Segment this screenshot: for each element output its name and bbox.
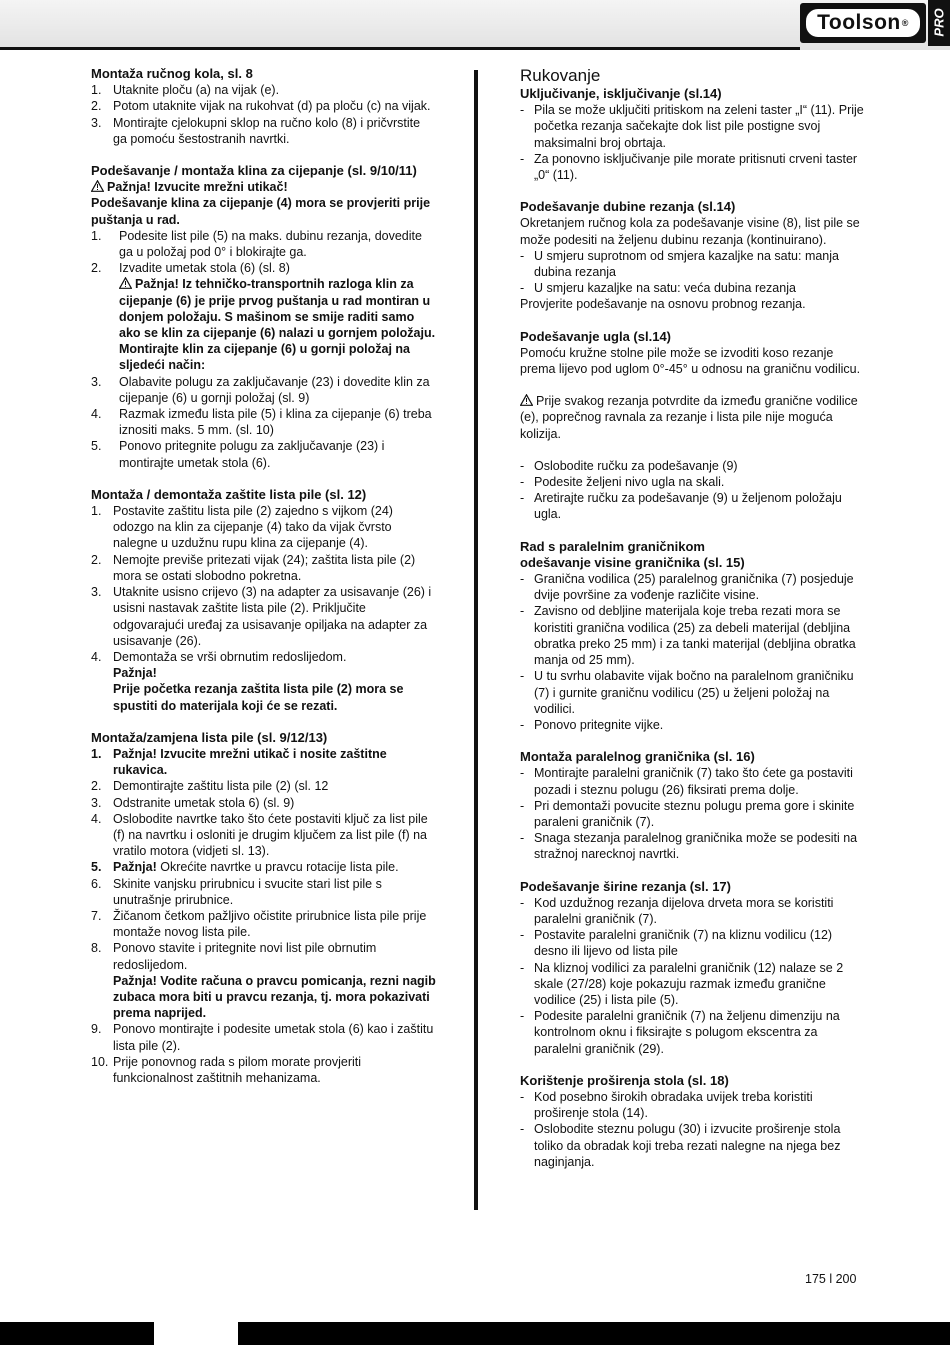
list-item: - U smjeru suprotnom od smjera kazaljke na satu: manja dubina rezanja bbox=[520, 248, 839, 280]
list-item: 1. Pažnja! Izvucite mrežni utikač i nosite zaštitne rukavica. bbox=[91, 746, 387, 778]
list-item: - Zavisno od debljine materijala koje treba rezati mora se koristiti granična vodilica (25) za debeli materijal (debljina obratka preko 25 mm) i za tanki materijal (debljina obratka manja od 25 mm). bbox=[520, 604, 856, 668]
list-item: 4. Razmak između lista pile (5) i klina za cijepanje (6) treba iznositi maks. 5 mm. (sl. 10) bbox=[91, 407, 432, 438]
warning-collision: Prije svakog rezanja potvrdite da između granične vodilice (e), poprečnog ravnala za rezanje i lista pile nije moguća kolizija. bbox=[520, 394, 858, 441]
list-item: - Oslobodite steznu polugu (30) i izvucite proširenje stola toliko da obradak koji treba rezati nalegne na njega bez naginjanja. bbox=[520, 1122, 841, 1169]
text-test-cut: Provjerite podešavanje na osnovu probnog rezanja. bbox=[520, 297, 806, 312]
note-blade-guard: Prije početka rezanja zaštita lista pile (2) mora se spustiti do materijala koji će se rezati. bbox=[113, 682, 404, 713]
warning-icon bbox=[119, 277, 132, 289]
list-item: - Montirajte paralelni graničnik (7) tako što ćete ga postaviti pozadi i steznu polugu (26) fiksirati prema dolje. bbox=[520, 766, 853, 797]
warning-unplug: Pažnja! Izvucite mrežni utikač! bbox=[91, 179, 436, 195]
list-item: 10. Prije ponovnog rada s pilom morate provjeriti funkcionalnost zaštitnih mehanizama. bbox=[91, 1054, 362, 1085]
list-item: 4. Demontaža se vrši obrnutim redoslijedom. bbox=[91, 649, 347, 664]
list-item: 3. Montirajte cjelokupni sklop na ručno kolo (8) i pričvrstite ga pomoću šestostranih navrtki. bbox=[91, 115, 421, 146]
list-item: - Ponovo pritegnite vijke. bbox=[520, 717, 664, 732]
list-item: 7. Žičanom četkom pažljivo očistite prirubnice lista pile prije montaže novog lista pile. bbox=[91, 908, 427, 940]
list-blade-change-c bbox=[91, 1021, 436, 1086]
list-item: - Kod posebno širokih obradaka uvijek treba koristiti proširenje stola (14). bbox=[520, 1089, 813, 1121]
note-direction: Pažnja! Vodite računa o pravcu pomicanja, rezni nagib zubaca mora biti u pravcu rezanja, tj. mora pokazivati prema naprijed. bbox=[113, 973, 436, 1021]
list-item: 1. Utaknite ploču (a) na vijak (e). bbox=[91, 83, 280, 98]
section-title-cut-width: Podešavanje širine rezanja (sl. 17) bbox=[520, 878, 731, 894]
list-item: 2. Izvadite umetak stola (6) (sl. 8) bbox=[91, 261, 290, 276]
warning-transport: Pažnja! Iz tehničko-transportnih razloga klin za cijepanje (6) je prije prvog puštanja u rad montiran u donjem položaju. S mašinom se smije raditi samo ako se klin za cijepanje (6) nalazi u gornjem položaju. Montirajte klin za cijepanje (6) u gornji položaj na sljedeći način: bbox=[119, 277, 436, 373]
list-stop-mounting bbox=[520, 765, 865, 862]
section-title-stop-mounting: Montaža paralelnog graničnika (sl. 16) bbox=[520, 749, 755, 765]
header-rule bbox=[0, 47, 800, 50]
list-riving-knife-b bbox=[91, 374, 436, 471]
left-column bbox=[91, 66, 436, 1086]
section-title-cut-depth: Podešavanje dubine rezanja (sl.14) bbox=[520, 199, 736, 215]
list-item: 5. Ponovo pritegnite polugu za zaključavanje (23) i montirajte umetak stola (6). bbox=[91, 439, 385, 470]
list-riving-knife-a bbox=[91, 228, 436, 277]
section-title-blade-guard: Montaža / demontaža zaštite lista pile (sl. 12) bbox=[91, 486, 367, 502]
page-number: 175 l 200 bbox=[805, 1272, 857, 1286]
list-item: - Granična vodilica (25) paralelnog graničnika (7) posjeduje dvije površine za vođenje različite visine. bbox=[520, 572, 854, 603]
list-blade-change-a bbox=[91, 746, 436, 859]
section-title-operation: Rukovanje bbox=[520, 66, 601, 85]
list-item: - Za ponovno isključivanje pile morate pritisnuti crveni taster „0“ (11). bbox=[520, 151, 858, 183]
list-angle bbox=[520, 458, 865, 523]
toolson-logo: Toolson ® bbox=[800, 3, 926, 43]
warning-icon bbox=[91, 180, 104, 192]
list-item: 4. Oslobodite navrtke tako što ćete postaviti ključ za list pile (f) na navrtku i osloniti je drugim ključem za list pile (f) na vratilo motora (vidjeti sl. 13). bbox=[91, 811, 428, 859]
list-blade-guard bbox=[91, 503, 436, 665]
list-cut-width bbox=[520, 895, 865, 1057]
list-item: 9. Ponovo montirajte i podesite umetak stola (6) kao i zaštitu lista pile (2). bbox=[91, 1022, 434, 1053]
right-column bbox=[520, 66, 865, 1170]
list-item: - Oslobodite ručku za podešavanje (9) bbox=[520, 458, 738, 473]
section-title-table-extension: Korištenje proširenja stola (sl. 18) bbox=[520, 1072, 729, 1088]
list-item: 2. Demontirajte zaštitu lista pile (2) (sl. 12 bbox=[91, 779, 329, 794]
list-item: - Podesite paralelni graničnik (7) na željenu dimenziju na kontrolnom oknu i fiksirajte s polugom ekscentra za paralelni graničnik (29). bbox=[520, 1009, 840, 1056]
list-cut-depth bbox=[520, 248, 865, 297]
list-item: - U tu svrhu olabavite vijak bočno na paralelnom graničniku (7) i gurnite graničnu vodilicu (25) u željeni položaj na vodilici. bbox=[520, 669, 854, 716]
pro-badge: PRO bbox=[928, 0, 950, 46]
text-cut-depth: Okretanjem ručnog kola za podešavanje visine (8), list pile se može podesiti na željenu dubinu rezanja (kontinuirano). bbox=[520, 216, 860, 247]
list-item: 8. Ponovo stavite i pritegnite novi list pile obrnutim redoslijedom. bbox=[91, 941, 377, 972]
note-label: Pažnja! bbox=[113, 666, 157, 681]
section-title-parallel-stop: Rad s paralelnim graničnikom bbox=[520, 538, 705, 554]
list-item: - Na kliznoj vodilici za paralelni graničnik (12) nalaze se 2 skale (27/28) koje pokazuju razmak između graničnе vodilice (25) i lista pile (5). bbox=[520, 960, 844, 1007]
list-item: 1. Podesite list pile (5) na maks. dubinu rezanja, dovedite ga u položaj pod 0° i blokirajte ga. bbox=[91, 228, 422, 260]
section-title-riving-knife: Podešavanje / montaža klina za cijepanje (sl. 9/10/11) bbox=[91, 163, 417, 179]
list-item: 3. Odstranite umetak stola 6) (sl. 9) bbox=[91, 795, 295, 810]
list-table-extension bbox=[520, 1089, 865, 1170]
section-title-angle: Podešavanje ugla (sl.14) bbox=[520, 328, 672, 344]
list-item: - U smjeru kazaljke na satu: veća dubina rezanja bbox=[520, 281, 796, 296]
list-item: 3. Olabavite polugu za zaključavanje (23) i dovedite klin za cijepanje (6) u gornji položaj (sl. 9) bbox=[91, 374, 430, 405]
list-parallel-stop bbox=[520, 571, 865, 733]
section-title-handwheel: Montaža ručnog kola, sl. 8 bbox=[91, 66, 253, 81]
list-on-off bbox=[520, 102, 865, 183]
section-title-on-off: Uključivanje, isključivanje (sl.14) bbox=[520, 86, 722, 101]
column-divider bbox=[474, 70, 478, 1210]
list-item: - Kod uzdužnog rezanja dijelova drveta mora se koristiti paralelni graničnik (7). bbox=[520, 895, 834, 926]
list-item: 5. Pažnja! Okrećite navrtke u pravcu rotacije lista pile. bbox=[91, 860, 399, 875]
list-item: - Postavite paralelni graničnik (7) na kliznu vodilicu (12) desno ili lijevo od lista pile bbox=[520, 928, 833, 959]
footer-bar-gap bbox=[154, 1322, 238, 1345]
list-item: - Snaga stezanja paralelnog graničnika može se podesiti na stražnoj narecknoj navrtki. bbox=[520, 831, 858, 862]
list-item: - Pri demontaži povucite steznu polugu prema gore i skinite paraleni graničnik (7). bbox=[520, 798, 855, 829]
list-item: 2. Nemojte previše pritezati vijak (24); zaštita lista pile (2) mora se ostati slobodno pokretna. bbox=[91, 552, 416, 583]
list-blade-change-b bbox=[91, 876, 436, 973]
list-item: 1. Postavite zaštitu lista pile (2) zajedno s vijkom (24) odozgo na klin za cijepanje (4) tako da vijak čvrsto nalegne u uzdužnu rupu klina za cijepanje (4). bbox=[91, 504, 393, 551]
warning-check-knife: Podešavanje klina za cijepanje (4) mora se provjeriti prije puštanja u rad. bbox=[91, 196, 431, 227]
list-item: 3. Utaknite usisno crijevo (3) na adapter za usisavanje (26) i usisni nastavak zaštite lista pile (2). Priključite odgovarajući uređaj za usisavanje opiljaka na adapter za usisavanje (26). bbox=[91, 585, 432, 648]
footer-bar bbox=[0, 1322, 950, 1345]
list-item: - Pila se može uključiti pritiskom na zeleni taster „I“ (11). Prije početka rezanja sačekajte dok list pile postigne svoj maksimalni broj obrtaja. bbox=[520, 103, 864, 150]
section-subtitle-stop-height: odešavanje visine graničnika (sl. 15) bbox=[520, 554, 745, 570]
text-angle: Pomoću kružne stolne pile može se izvoditi koso rezanje prema lijevo pod uglom 0°-45° u odnosu na graničnu vodilicu. bbox=[520, 345, 861, 377]
section-title-blade-change: Montaža/zamjena lista pile (sl. 9/12/13) bbox=[91, 729, 328, 745]
list-item: 2. Potom utaknite vijak na rukohvat (d) pa ploču (c) na vijak. bbox=[91, 99, 431, 114]
list-item: 6. Skinite vanjsku prirubnicu i svucite stari list pile s unutrašnje prirubnice. bbox=[91, 876, 382, 907]
list-handwheel bbox=[91, 82, 436, 147]
warning-icon bbox=[520, 394, 533, 406]
list-item: - Podesite željeni nivo ugla na skali. bbox=[520, 475, 725, 490]
list-item: - Aretirajte ručku za podešavanje (9) u željenom položaju ugla. bbox=[520, 491, 842, 522]
